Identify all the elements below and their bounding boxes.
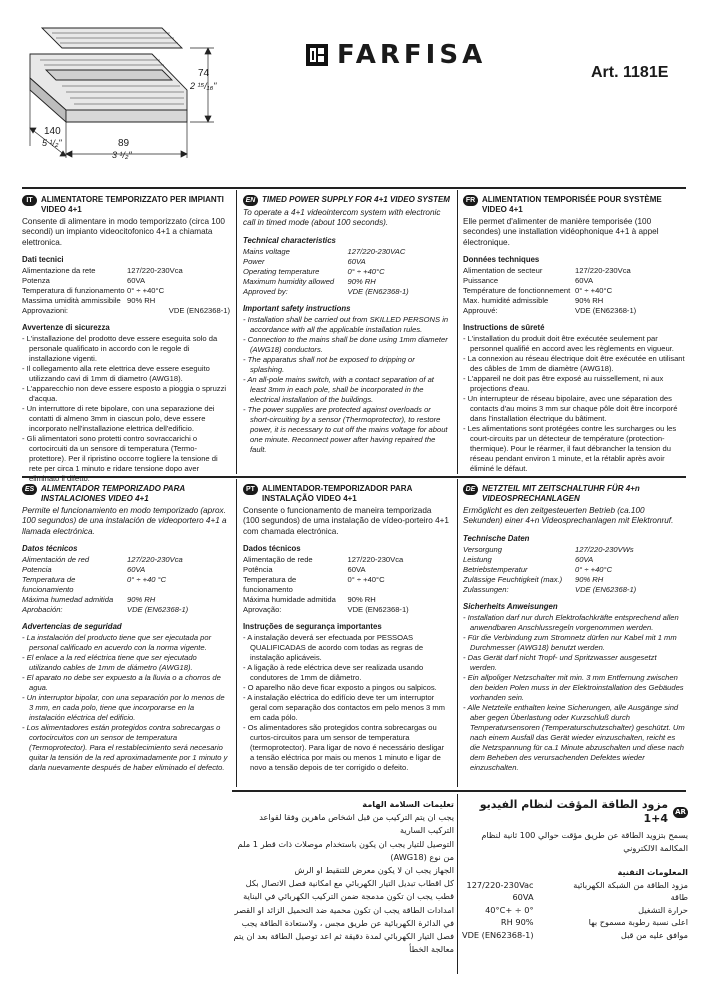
data-value: 127/220-230VWs xyxy=(575,544,634,554)
safety-item: - La instalación del producto tiene que ser ejecutada por personal calificado en acuerdo con la norma vigente. xyxy=(22,633,212,653)
safety-item: - Installation darf nur durch Elektrofachkräfte entsprechend allen anwendbaren Anschlussregeln vorgenommen werden. xyxy=(463,612,679,632)
data-label: Aprovação: xyxy=(243,605,282,615)
brand-name: FARFISA xyxy=(337,40,487,70)
divider xyxy=(232,790,686,792)
lang-badge-pt: PT xyxy=(243,484,258,495)
data-value: 127/220-230Vac xyxy=(466,879,534,890)
section-intro: Consente di alimentare in modo temporizzato (circa 100 secondi) un impianto videocitofonico 4+1 a chiamata elettronica. xyxy=(22,217,225,247)
section-ar xyxy=(462,798,688,941)
data-label: Temperatura di funzionamento xyxy=(22,286,125,296)
data-value: 127/220-230Vca xyxy=(575,266,631,276)
safety-item: - The apparatus shall not be exposed to dripping or splashing. xyxy=(243,354,415,374)
safety-heading: Avvertenze di sicurezza xyxy=(22,323,110,333)
data-value: 127/220-230Vca xyxy=(127,555,183,565)
section-ar-safety xyxy=(232,798,454,956)
data-label: موافق عليه من قبل xyxy=(620,929,688,940)
data-label: Puissance xyxy=(463,276,499,286)
data-label: Alimentation de secteur xyxy=(463,266,543,276)
safety-item: - A ligação à rede eléctrica deve ser realizada usando condutores de 1mm de diâmetro. xyxy=(243,663,424,683)
data-value: 90% RH xyxy=(347,276,376,286)
safety-item: - Das Gerät darf nicht Tropf- und Spritzwasser ausgesetzt werden. xyxy=(463,652,657,672)
safety-item: التوصيل للتيار يجب ان يكون باستخدام موصلات ذات قطر 1 ملم من نوع (AWG18) xyxy=(237,838,454,862)
data-label: Mains voltage xyxy=(243,246,290,256)
safety-item: - Il collegamento alla rete elettrica deve essere eseguito utilizzando cavi di 1mm di diametro (AWG18). xyxy=(22,364,210,384)
safety-item: - Gli alimentatori sono protetti contro sovraccarichi o cortocircuiti da un sensore di temperatura (Termo-protettore). Per il ripristino occorre togliere la tensione di rete per circa 1 minuto e ridare tensione dopo aver eliminato il difetto. xyxy=(22,434,218,484)
width-mm: 89 xyxy=(118,138,130,149)
lang-badge-de: DE xyxy=(463,484,478,495)
data-value: 0° ÷ +40 °C xyxy=(127,575,167,585)
article-number: Art. 1181E xyxy=(591,64,669,81)
data-label: Alimentación de red xyxy=(22,555,90,565)
section-title: ALIMENTADOR TEMPORIZADO PARA INSTALACIONES VIDEO 4+1 xyxy=(41,484,185,503)
safety-heading: Instructions de sûreté xyxy=(463,323,545,333)
data-value: 60VA xyxy=(575,276,594,286)
section-it xyxy=(22,195,230,484)
data-label: Alimentação de rede xyxy=(243,555,313,565)
data-value: 0° ÷ +40°C xyxy=(347,575,385,585)
safety-item: - Ein allpoliger Netzschalter mit min. 3 mm Entfernung zwischen den beiden Polen muss in der Elektroinstallation des Gebäudes vorhanden sein. xyxy=(463,672,684,702)
data-value: 0° ÷ +40°C xyxy=(485,904,534,915)
data-label: Betriebstemperatur xyxy=(463,564,528,574)
safety-item: - A instalação eléctrica do edifício deve ter um interruptor geral com separação dos contactos em pelo menos 3 mm em cada pólo. xyxy=(243,693,446,723)
data-label: Leistung xyxy=(463,554,492,564)
depth-mm: 140 xyxy=(44,126,61,137)
safety-heading: Instruções de segurança importantes xyxy=(243,622,382,632)
data-label: مزود الطاقة من الشبكة الكهربائية xyxy=(573,879,688,890)
safety-item: - Les alimentations sont protégées contre les surcharges ou les court-circuits par un détecteur de température (protection-thermique). Pour le réarmer, il faut débrancher la tension du réseau pendant environ 1 minute, et la rétablir après avoir éliminé le défaut. xyxy=(463,424,677,474)
section-intro: Permite el funcionamiento en modo temporizado (aprox. 100 segundos) de una instalación de videoportero 4+1 a llamada electrónica. xyxy=(22,506,227,536)
data-value: 90% RH xyxy=(127,296,156,306)
safety-item: - Un interruttore di rete bipolare, con una separazione dei contatti di almeno 3mm in ciascun polo, deve essere incorporato nell'installazione elettrica dell'edificio. xyxy=(22,404,215,434)
data-label: Temperatura de funcionamiento xyxy=(22,575,76,595)
width-inch: 3 ¹/₂" xyxy=(112,150,132,160)
data-value: 0° ÷ +40°C xyxy=(575,564,613,574)
data-value: VDE (EN62368-1) xyxy=(575,306,637,316)
data-label: Approved by: xyxy=(243,286,288,296)
safety-item: - Os alimentadores são protegidos contra sobrecargas ou curtos-circuitos para um sensor de temperatura (termoprotector). Para ligar de novo é necessário desligar a tensão eléctrica por mais ou menos 1 minuto e ligar de novo a tensão depois de ter corrigido o defeito. xyxy=(243,723,445,773)
data-value: 90% RH xyxy=(127,595,156,605)
data-heading: Dati tecnici xyxy=(22,255,64,265)
section-title: ALIMENTATORE TEMPORIZZATO PER IMPIANTI VIDEO 4+1 xyxy=(41,195,224,214)
section-intro: Elle permet d'alimenter de manière temporisée (100 secondes) une installation vidéophonique 4+1 à appel électronique. xyxy=(463,217,659,247)
section-de xyxy=(463,484,685,773)
data-label: Alimentazione da rete xyxy=(22,266,96,276)
data-value: VDE (EN62368-1) xyxy=(347,286,409,296)
safety-item: امدادات الطاقة يجب ان تكون محمية ضد التحميل الزائد او القصر في الدائرة الكهربائية عن طريق مجس ، ولاستعادة الطاقة يجب فصل التيار الكهربائي لمدة دقيقة ثم اعد توصيل الطاقة بعد ان يتم معالجة الخطأ xyxy=(233,904,454,955)
data-value: 60VA xyxy=(512,892,534,902)
safety-item: الجهاز يجب ان لا يكون معرض للتنقيط او الرش xyxy=(294,865,454,876)
safety-item: - The power supplies are protected against overloads or short-circuiting by a sensor (Thermoprotector), to restore power, it is necessary to cut off the mains voltage for about one minute. Reconnect power after having repaired the fault. xyxy=(243,404,448,454)
section-es xyxy=(22,484,230,773)
data-label: Operating temperature xyxy=(243,266,320,276)
data-heading: المعلومات التقنية xyxy=(617,867,688,877)
section-intro: To operate a 4+1 videointercom system with electronic call in timed mode (about 100 seconds). xyxy=(243,208,441,228)
lang-badge-ar: AR xyxy=(673,807,688,818)
safety-item: - A instalação deverá ser efectuada por PESSOAS QUALIFICADAS de acordo com todas as regras de instalação aplicáveis. xyxy=(243,633,424,663)
section-intro: Consente o funcionamento de maneira temporizada (100 segundos) de uma instalação de vídeo-porteiro 4+1 com chamada electrónica. xyxy=(243,506,449,536)
data-value: 90% RH xyxy=(575,574,604,584)
safety-heading: Sicherheits Anweisungen xyxy=(463,601,558,611)
safety-item: - Un interruptor bipolar, con una separación por lo menos de 3 mm, en cada polo, tiene que incorporarse en la instalación eléctrica del edificio. xyxy=(22,693,225,723)
data-label: Approvazioni: xyxy=(22,306,69,316)
section-en xyxy=(243,195,450,455)
height-inch: 2 ¹⁵/₁₆" xyxy=(190,81,217,91)
safety-item: - L'installation du produit doit être exécutée seulement par personnel qualifié en accord avec les règlements en vigueur. xyxy=(463,334,674,354)
column-divider xyxy=(457,479,458,787)
column-divider xyxy=(457,190,458,474)
safety-item: كل اقطاب تبديل التيار الكهربائي مع امكانية فصل الاتصال بكل قطب يجب ان تكون مدمجة ضمن التركيب الكهربائي في البناية xyxy=(243,878,454,902)
depth-inch: 5 ¹/₂" xyxy=(42,138,62,148)
data-label: Máxima humedad admitida xyxy=(22,595,114,605)
safety-heading: Advertencias de seguridad xyxy=(22,622,122,632)
brand-logo xyxy=(305,40,486,70)
data-value: 0° ÷ +40°C xyxy=(127,286,165,296)
data-label: اعلى نسبة رطوبة مسموح بها xyxy=(588,917,688,927)
data-label: Potencia xyxy=(22,565,52,575)
lang-badge-it: IT xyxy=(22,195,37,206)
safety-item: - An all-pole mains switch, with a contact separation of at least 3mm in each pole, shall be incorporated in the electrical installation of the buildings. xyxy=(243,374,434,404)
safety-item: - Installation shall be carried out from SKILLED PERSONS in accordance with all the applicable installation rules. xyxy=(243,314,449,334)
farfisa-mark-icon xyxy=(305,43,329,67)
data-label: Zulässige Feuchtigkeit (max.) xyxy=(463,574,563,584)
data-label: Massima umidità ammissibile xyxy=(22,296,121,306)
data-heading: Datos técnicos xyxy=(22,544,78,554)
data-value: 127/220-230Vca xyxy=(127,266,183,276)
data-value: 90% RH xyxy=(575,296,604,306)
data-value: 60VA xyxy=(127,565,146,575)
data-value: 0° ÷ +40°C xyxy=(575,286,613,296)
data-heading: Technische Daten xyxy=(463,533,530,543)
data-value: 90% RH xyxy=(347,595,376,605)
section-title: مزود الطاقة المؤقت لنظام الفيديو 4+1 xyxy=(479,798,668,825)
data-value: 0° ÷ +40°C xyxy=(347,266,385,276)
safety-item: - La connexion au réseau électrique doit être exécutée en utilisant des câbles de 1mm de diamètre (AWG18). xyxy=(463,354,685,374)
safety-heading: Important safety instructions xyxy=(243,303,351,313)
data-value: 127/220-230Vca xyxy=(347,555,404,565)
data-label: Versorgung xyxy=(463,544,502,554)
safety-item: - Connection to the mains shall be done using 1mm diameter (AWG18) conductors. xyxy=(243,334,448,354)
safety-item: - Alle Netzteile enthalten keine Sicherungen, alle Ausgänge sind aber gegen Überlastung oder Kurzschluß durch Temperatursensoren (Temperaturschutzschalter) geschützt. Um nach einem Ausfall das Gerät wieder einzuschalten, reicht es die Netzspannung für ca.1 Minute abzuschalten und diese nach dem Beheben des verursachenden Defektes wieder einzuschalten. xyxy=(463,702,685,772)
data-heading: Données techniques xyxy=(463,255,540,265)
data-label: طاقة xyxy=(670,892,688,902)
section-title: NETZTEIL MIT ZEITSCHALTUHR FÜR 4+n VIDEOSPRECHANLAGEN xyxy=(482,484,640,503)
safety-item: - El aparato no debe ser expuesto a la lluvia o a chorros de agua. xyxy=(22,673,221,693)
section-title: TIMED POWER SUPPLY FOR 4+1 VIDEO SYSTEM xyxy=(262,195,450,204)
section-title: ALIMENTATION TEMPORISÉE POUR SYSTÈME VIDEO 4+1 xyxy=(482,195,662,214)
section-intro: Ermöglicht es den zeitgesteuerten Betrieb (ca.100 Sekunden) einer 4+n Videosprechanlagen mit Elektronruf. xyxy=(463,506,674,526)
data-value: 127/220-230VAC xyxy=(347,246,406,256)
data-label: Potenza xyxy=(22,276,50,286)
safety-item: - Für die Verbindung zum Stromnetz dürfen nur Kabel mit 1 mm Durchmesser (AWG18) benutzt werden. xyxy=(463,632,677,652)
data-value: 90% RH xyxy=(500,917,534,927)
data-label: Potência xyxy=(243,565,273,575)
section-fr xyxy=(463,195,685,474)
data-heading: Technical characteristics xyxy=(243,235,336,245)
data-label: Aprobación: xyxy=(22,605,63,615)
safety-item: - El enlace a la red eléctrica tiene que ser ejecutado utilizando cables de 1mm de diámetro (AWG18). xyxy=(22,653,197,673)
data-label: Temperatura de funcionamento xyxy=(243,575,297,595)
safety-item: - L'apparecchio non deve essere esposto a pioggia o spruzzi d'acqua. xyxy=(22,384,227,404)
data-label: Máxima humidade admitida xyxy=(243,595,336,605)
data-label: Power xyxy=(243,256,265,266)
data-heading: Dados técnicos xyxy=(243,544,301,554)
data-value: VDE (EN62368-1) xyxy=(127,605,189,615)
lang-badge-es: ES xyxy=(22,484,37,495)
divider xyxy=(22,187,686,189)
height-mm: 74 xyxy=(198,68,210,79)
data-label: Approuvé: xyxy=(463,306,498,316)
section-title: ALIMENTADOR-TEMPORIZADOR PARA INSTALAÇÃO VIDEO 4+1 xyxy=(262,484,413,503)
safety-item: - L'appareil ne doit pas être exposé au ruissellement, ni aux projections d'eau. xyxy=(463,374,664,394)
column-divider xyxy=(236,479,237,787)
safety-heading: تعليمات السلامة الهامة xyxy=(362,799,454,809)
safety-item: - L'installazione del prodotto deve essere eseguita solo da personale qualificato in accordo con le regole di installazione vigenti. xyxy=(22,334,218,364)
data-label: Maximum humidity allowed xyxy=(243,276,335,286)
lang-badge-en: EN xyxy=(243,195,258,206)
section-pt xyxy=(243,484,450,773)
column-divider xyxy=(457,794,458,974)
section-intro: يسمح بتزويد الطاقة عن طريق مؤقت حوالي 100 ثانية لنظام المكالمة الالكتروني xyxy=(481,830,688,853)
data-value: VDE (EN62368-1) xyxy=(168,306,230,316)
data-label: Température de fonctionnement xyxy=(463,286,571,296)
safety-item: - O aparelho não deve ficar exposto a pingos ou salpicos. xyxy=(243,683,437,693)
data-value: 60VA xyxy=(347,256,366,266)
lang-badge-fr: FR xyxy=(463,195,478,206)
data-value: 60VA xyxy=(347,565,366,575)
data-value: VDE (EN62368-1) xyxy=(575,584,637,594)
data-label: حرارة التشغيل xyxy=(638,904,688,915)
safety-item: - Los alimentadores están protegidos contra sobrecargas o cortocircuitos con un sensor de temperatura (Termoprotector). Para el restablecimiento será necesario quitar la tensión de la red aproximadamente por 1 minuto y darla nuevamente después de haber eliminado el defecto. xyxy=(22,723,228,773)
data-value: 60VA xyxy=(575,554,594,564)
data-label: Zulassungen: xyxy=(463,584,509,594)
data-value: VDE (EN62368-1) xyxy=(462,929,534,940)
data-value: 60VA xyxy=(127,276,146,286)
data-label: Max. humidité admissible xyxy=(463,296,549,306)
column-divider xyxy=(236,190,237,474)
data-value: VDE (EN62368-1) xyxy=(347,605,409,615)
safety-item: - Un interrupteur de réseau bipolaire, avec une séparation des contacts d'au moins 3 mm sur chaque pôle doit être incorporé dans l'installation électrique du bâtiment. xyxy=(463,394,678,424)
safety-item: يجب ان يتم التركيب من قبل اشخاص ماهرين وفقا لقواعد التركيب السارية xyxy=(259,812,454,836)
